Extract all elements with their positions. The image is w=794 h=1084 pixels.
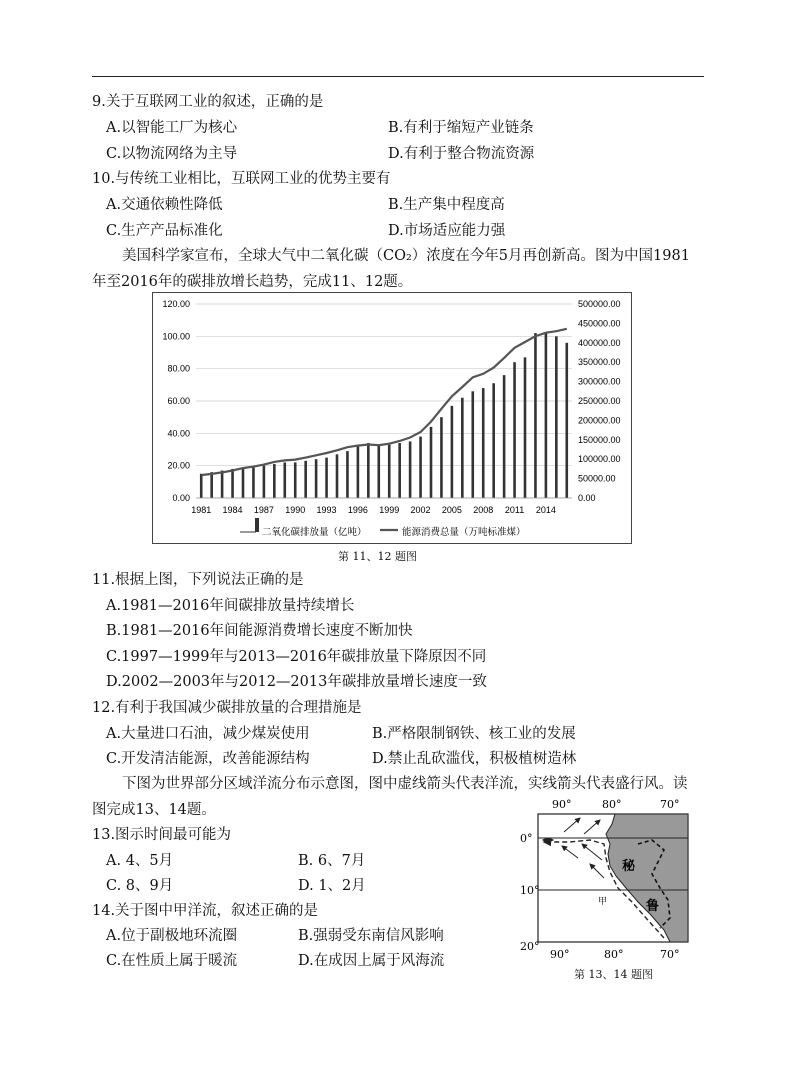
question-14-option-d: D.在成因上属于风海流 <box>298 953 445 969</box>
question-9-option-a: A.以智能工厂为核心 <box>106 120 238 136</box>
passage-2-line-1: 下图为世界部分区域洋流分布示意图，图中虚线箭头代表洋流，实线箭头代表盛行风。读 <box>122 776 688 792</box>
left-axis-tick-label: 20.00 <box>167 460 190 471</box>
co2-bar <box>471 391 474 498</box>
question-13-option-d: D. 1、2月 <box>298 878 366 894</box>
question-9-option-d: D.有利于整合物流资源 <box>388 146 535 162</box>
passage-2-line-2: 图完成13、14题。 <box>92 802 216 818</box>
x-tick-label: 1987 <box>253 505 274 515</box>
map-top-label-70: 70° <box>660 798 680 811</box>
right-axis-tick-label: 450000.00 <box>578 318 621 329</box>
co2-bar <box>482 388 485 498</box>
question-11-option-b: B.1981—2016年间能源消费增长速度不断加快 <box>106 623 413 639</box>
legend-energy-label: 能源消费总量（万吨标准煤） <box>402 527 526 538</box>
co2-bar <box>263 466 266 498</box>
map-lat-label-0: 0° <box>520 832 533 845</box>
co2-bar <box>388 445 391 498</box>
left-axis-tick-label: 40.00 <box>167 428 190 439</box>
question-10-option-c: C.生产产品标准化 <box>106 223 223 239</box>
x-tick-label: 1999 <box>379 505 400 515</box>
carbon-emission-chart <box>152 292 632 544</box>
co2-bar <box>336 454 339 498</box>
x-tick-label: 1984 <box>222 505 243 515</box>
question-13-stem: 13.图示时间最可能为 <box>92 827 232 843</box>
ocean-current-map <box>520 792 700 962</box>
question-14-stem: 14.关于图中甲洋流，叙述正确的是 <box>92 903 319 919</box>
left-axis-tick-label: 0.00 <box>172 493 190 503</box>
right-axis-tick-label: 500000.00 <box>578 299 621 309</box>
co2-bar <box>273 464 276 498</box>
question-10-option-a: A.交通依赖性降低 <box>106 197 223 213</box>
co2-bar <box>283 462 286 498</box>
co2-bar <box>555 336 558 498</box>
x-tick-label: 1993 <box>316 505 337 515</box>
right-axis-tick-label: 200000.00 <box>578 415 621 426</box>
map-country-label-2: 鲁 <box>646 899 660 914</box>
left-axis-tick-label: 60.00 <box>167 396 190 406</box>
co2-bar <box>451 406 454 498</box>
passage-1-line-2: 年至2016年的碳排放增长趋势，完成11、12题。 <box>92 274 413 290</box>
x-tick-label: 2008 <box>473 505 494 515</box>
question-9-option-b: B.有利于缩短产业链条 <box>388 120 534 136</box>
question-10-option-d: D.市场适应能力强 <box>388 223 506 239</box>
left-axis-tick-label: 100.00 <box>162 331 190 342</box>
co2-bar <box>409 441 412 498</box>
map-bottom-label-80: 80° <box>604 948 624 961</box>
co2-bar <box>231 469 234 498</box>
map-top-label-90: 90° <box>552 798 572 811</box>
right-axis-tick-label: 100000.00 <box>578 454 621 465</box>
question-11-stem: 11.根据上图，下列说法正确的是 <box>92 572 304 588</box>
question-12-option-b: B.严格限制钢铁、核工业的发展 <box>372 726 576 742</box>
co2-bar <box>440 417 443 498</box>
right-axis-tick-label: 0.00 <box>578 493 596 503</box>
left-axis-tick-label: 120.00 <box>162 299 190 309</box>
question-14-option-a: A.位于副极地环流圈 <box>106 928 238 944</box>
co2-bar <box>367 443 370 498</box>
question-11-option-c: C.1997—1999年与2013—2016年碳排放量下降原因不同 <box>106 649 487 665</box>
co2-bar <box>398 443 401 498</box>
x-tick-label: 1996 <box>347 505 368 515</box>
x-tick-label: 2005 <box>441 505 462 515</box>
co2-bar <box>534 333 537 498</box>
top-rule <box>92 76 704 77</box>
x-tick-label: 1990 <box>285 505 306 515</box>
question-11-option-d: D.2002—2003年与2012—2013年碳排放量增长速度一致 <box>106 674 487 690</box>
question-14-option-b: B.强弱受东南信风影响 <box>298 928 444 944</box>
chart-caption: 第 11、12 题图 <box>338 550 417 563</box>
right-axis-tick-label: 250000.00 <box>578 396 621 406</box>
right-axis-tick-label: 150000.00 <box>578 434 621 445</box>
map-top-label-80: 80° <box>602 798 622 811</box>
co2-bar <box>513 362 516 498</box>
question-9-stem: 9.关于互联网工业的叙述，正确的是 <box>92 94 324 110</box>
x-tick-label: 2014 <box>535 505 556 515</box>
co2-bar <box>200 474 203 498</box>
question-9-option-c: C.以物流网络为主导 <box>106 146 238 162</box>
map-bottom-label-90: 90° <box>550 948 570 961</box>
x-tick-label: 2011 <box>504 505 525 515</box>
question-12-stem: 12.有利于我国减少碳排放量的合理措施是 <box>92 700 362 716</box>
co2-bar <box>357 445 360 498</box>
co2-bar <box>242 467 245 498</box>
x-tick-label: 1981 <box>191 505 212 515</box>
co2-bar <box>210 472 213 498</box>
x-tick-label: 2002 <box>410 505 431 515</box>
co2-bar <box>377 445 380 498</box>
co2-bar <box>461 398 464 498</box>
right-axis-tick-label: 350000.00 <box>578 357 621 368</box>
legend-bar-swatch <box>255 518 259 532</box>
right-axis-tick-label: 400000.00 <box>578 337 621 348</box>
question-12-option-c: C.开发清洁能源，改善能源结构 <box>106 751 310 767</box>
map-current-label-jia: 甲 <box>598 897 608 907</box>
right-axis-tick-label: 300000.00 <box>578 376 621 387</box>
question-13-option-c: C. 8、9月 <box>106 878 174 894</box>
right-axis-tick-label: 50000.00 <box>578 473 616 484</box>
question-11-option-a: A.1981—2016年间碳排放量持续增长 <box>106 598 355 614</box>
co2-bar <box>294 462 297 498</box>
co2-bar <box>492 383 495 498</box>
co2-bar <box>325 458 328 498</box>
co2-bar <box>419 437 422 498</box>
question-12-option-a: A.大量进口石油，减少煤炭使用 <box>106 726 310 742</box>
question-10-option-b: B.生产集中程度高 <box>388 197 505 213</box>
legend-co2-label: 二氧化碳排放量（亿吨） <box>262 527 367 538</box>
map-bottom-label-70: 70° <box>660 948 680 961</box>
map-country-label-1: 秘 <box>622 859 636 874</box>
co2-bar <box>315 459 318 498</box>
co2-bar <box>524 357 527 498</box>
question-14-option-c: C.在性质上属于暖流 <box>106 953 238 969</box>
co2-bar <box>221 471 224 498</box>
left-axis-tick-label: 80.00 <box>167 363 190 374</box>
question-13-option-b: B. 6、7月 <box>298 853 366 869</box>
co2-bar <box>545 333 548 498</box>
passage-1-line-1: 美国科学家宣布，全球大气中二氧化碳（CO₂）浓度在今年5月再创新高。图为中国1981 <box>122 248 690 264</box>
map-lat-label-10: 10° <box>520 884 540 897</box>
question-13-option-a: A. 4、5月 <box>106 853 174 869</box>
co2-bar <box>503 375 506 498</box>
co2-bar <box>252 467 255 498</box>
co2-bar <box>430 427 433 498</box>
map-caption: 第 13、14 题图 <box>574 968 653 981</box>
co2-bar <box>565 343 568 498</box>
co2-bar <box>346 451 349 498</box>
question-12-option-d: D.禁止乱砍滥伐，积极植树造林 <box>372 751 577 767</box>
co2-bar <box>304 461 307 498</box>
question-10-stem: 10.与传统工业相比，互联网工业的优势主要有 <box>92 171 391 187</box>
map-lat-label-20: 20° <box>520 940 540 953</box>
